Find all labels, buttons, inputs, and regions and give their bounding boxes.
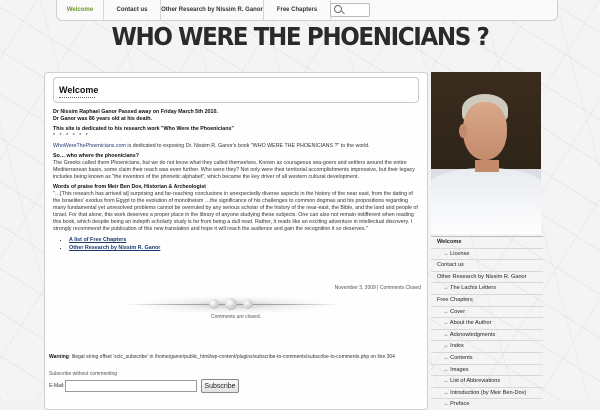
php-warning [49,354,425,361]
sidebar-item[interactable]: → Introduction (by Meir Ben-Dov) [431,387,543,399]
sidebar-item[interactable]: Welcome [431,236,543,248]
post-body [53,109,421,252]
search-icon[interactable] [334,5,342,13]
photo-neck [475,160,499,172]
sidebar-item[interactable]: Free Chapters [431,294,543,306]
post-header [53,77,419,103]
links-list [53,236,421,252]
photo-face [463,102,507,160]
sidebar-item[interactable]: → Cover [431,306,543,318]
sidebar-item[interactable]: Contact us [431,259,543,271]
warning-text: : Illegal string offset 'sctc_subscribe' in /home/ganor/public_html/wp-content/plugins/subscribe-to-comments/subscribe-to-comments.php on line 304 [68,354,395,360]
ornamental-divider [125,295,341,313]
list-item-other-research[interactable]: ▪ Other Research by Nissim R. Ganor [69,244,421,252]
site-title: WHO WERE THE PHOENICIANS ? [111,22,489,51]
email-label: E-Mail: [49,383,65,389]
sidebar-item[interactable]: → Preface [431,398,543,410]
who-paragraph: The Greeks called them Phoenicians, but we do not know what they called themselves. Known as courageous sea-goers and settlers around the entire Mediterranean basin, some claim their reach was even further. Who were they? Not only were their territorial accomplishments impressive, but their legacy includes being known as "the inventors of the phonetic alphabet", which became the key driver of all western cultural development. [53,160,415,180]
section-heading-praise: Words of praise from Meir Ben Dov, Historian & Archeologist [53,184,206,190]
nav-item-contact-us[interactable]: Contact us [104,0,161,20]
sidebar-item[interactable]: → Index [431,340,543,352]
nav-item-welcome[interactable]: Welcome [57,0,104,20]
author-photo [431,72,541,234]
sidebar-item[interactable]: → Images [431,364,543,376]
sidebar-nav [431,236,543,410]
death-notice-line: Dr Nissim Raphael Ganor Passed away on Friday March 5th 2010. [53,109,218,115]
main-content [44,72,428,410]
nav-item-free-chapters[interactable]: Free Chapters [264,0,331,20]
site-link[interactable]: WhoWereThePhoenicians.com [53,143,126,149]
divider-orb [209,299,219,309]
post-meta: November 3, 2009 | Comments Closed [334,285,421,291]
praise-paragraph: "…[This research has arrived at] surprising and far-reaching conclusions in unexpectedly diverse aspects in the history of the near east, from the dating of the Israelites' exodus from Egypt to the evolution of monotheism …the significance of his challenges to common dogmas and his propositions regarding many fundamental yet unresolved problems cannot be overruled by any serious scholar of the history of the near-east, the Bible, and the land and people of Israel. For that alone, this work deserves a proper place in the library of anyone studying these subjects. One can also not remain indifferent when reading this book, which despite being an indepth scholarly study is far from being a dull read. Rather, it reads like an exciting adventure in intellectual discovery. I strongly recommend the publication of this new translation and hope it will reach the audience and gain the recognition it so deserves." [53,191,418,232]
subscribe-label: Subscribe without commenting [49,371,118,377]
list-item-free-chapters[interactable]: ▪ A list of Free Chapters [69,236,421,244]
sidebar-item[interactable]: → Acknowledgments [431,329,543,341]
divider-orb [243,299,253,309]
section-heading-who: So… who where the phoenicians? [53,153,139,159]
dedication-line: This site is dedicated to his research work "Who Were the Phoenicians" [53,126,234,132]
sidebar-item[interactable]: → List of Abbreviations [431,375,543,387]
intro-text: is dedicated to exposing Dr. Nissim R. Ganor's book "WHO WERE THE PHOENICIANS ?" to the world. [125,143,370,149]
sidebar-item[interactable]: → The Lachis Letters [431,282,543,294]
email-field[interactable] [65,380,197,392]
search-input[interactable] [330,3,370,17]
sidebar-item[interactable]: Other Research by Nissim R. Ganor [431,271,543,283]
photo-shirt [431,168,541,234]
nav-item-other-research[interactable]: Other Research by Nissim R. Ganor [161,0,264,20]
top-navigation [56,0,558,21]
comments-closed-note: Comments are closed. [210,314,262,320]
sidebar-item[interactable]: → License [431,248,543,260]
post-title[interactable]: Welcome [59,85,99,95]
stars-separator: * * * * * * [53,133,90,139]
warning-label: Warning [49,354,69,360]
title-underline [59,97,95,98]
photo-ear [459,124,467,138]
age-line: Dr Ganor was 86 years old at his death. [53,116,152,122]
sidebar-item[interactable]: → About the Author [431,317,543,329]
divider-orb [225,298,237,310]
subscribe-button[interactable]: Subscribe [201,379,239,393]
intro-paragraph [53,143,421,150]
sidebar-item[interactable]: → Contents [431,352,543,364]
